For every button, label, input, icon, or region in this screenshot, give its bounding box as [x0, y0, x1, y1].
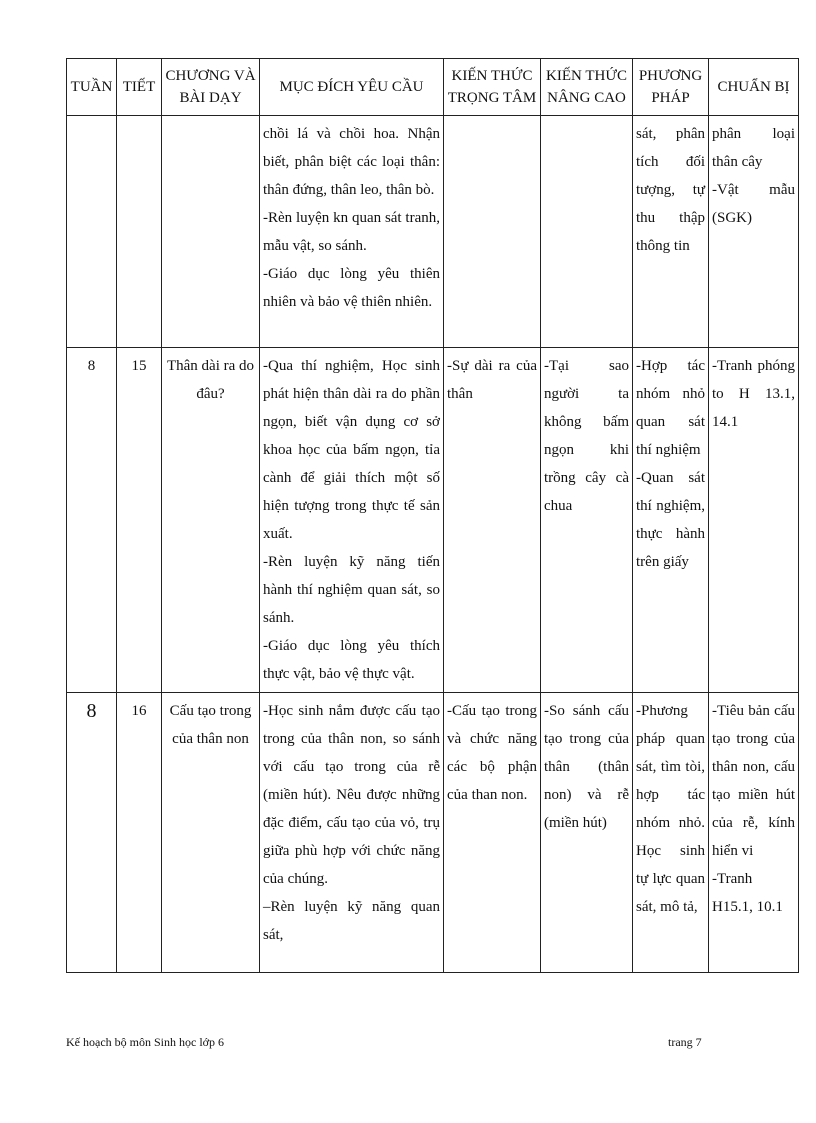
- muc-dich-line: -Giáo dục lòng yêu thích thực vật, bảo vệ thực vật.: [263, 638, 440, 682]
- cell-tiet: 15: [117, 348, 162, 693]
- cell-kien-thuc-trong-tam: [444, 116, 541, 348]
- cell-phuong-phap: sát, phân tích đối tượng, tự thu thập thông tin: [633, 116, 709, 348]
- cell-muc-dich: [260, 116, 444, 348]
- header-tiet: TIẾT: [117, 59, 162, 116]
- header-phuong-phap: PHƯƠNG PHÁP: [633, 59, 709, 116]
- header-kien-thuc-trong-tam: KIẾN THỨC TRỌNG TÂM: [444, 59, 541, 116]
- cell-tiet: 16: [117, 693, 162, 973]
- cell-tuan: 8: [67, 693, 117, 973]
- table-row: [67, 693, 799, 973]
- cell-chuong: Cấu tạo trong của thân non: [162, 693, 260, 973]
- page-number: trang 7: [668, 1035, 702, 1049]
- table-row: [67, 116, 799, 348]
- muc-dich-line: -Qua thí nghiệm, Học sinh phát hiện thân dài ra do phần ngọn, biết vận dụng cơ sở khoa học của bấm ngọn, tỉa cành để giải thích một số hiện tượng trong thực tế sản xuất.: [263, 358, 440, 542]
- header-row: [67, 59, 799, 116]
- chuan-bi-line: -Tranh H15.1, 10.1: [712, 871, 783, 915]
- cell-chuan-bi: [709, 116, 799, 348]
- cell-chuong: [162, 116, 260, 348]
- chuan-bi-line: phân loại thân cây: [712, 126, 795, 170]
- header-chuong: CHƯƠNG VÀ BÀI DẠY: [162, 59, 260, 116]
- cell-phuong-phap: [633, 348, 709, 693]
- chuan-bi-line: -Vật mẫu (SGK): [712, 182, 795, 226]
- cell-tiet: [117, 116, 162, 348]
- cell-chuong: Thân dài ra do đâu?: [162, 348, 260, 693]
- cell-kien-thuc-nang-cao: [541, 116, 633, 348]
- cell-kien-thuc-nang-cao: -Tại sao người ta không bấm ngọn khi trồng cây cà chua: [541, 348, 633, 693]
- muc-dich-line: –Rèn luyện kỹ năng quan sát,: [263, 899, 440, 943]
- muc-dich-line: chồi lá và chồi hoa. Nhận biết, phân biệt các loại thân: thân đứng, thân leo, thân bò.: [263, 126, 440, 198]
- chuan-bi-line: -Tiêu bản cấu tạo trong của thân non, cấu tạo miền hút của rễ, kính hiển vi: [712, 703, 795, 859]
- muc-dich-line: -Học sinh nắm được cấu tạo trong của thân non, so sánh với cấu tạo trong của rễ (miền hút). Nêu được những đặc điểm, cấu tạo của vỏ, trụ giữa phù hợp với chức năng của chúng.: [263, 703, 440, 887]
- header-tuan: TUẦN: [67, 59, 117, 116]
- cell-muc-dich: [260, 348, 444, 693]
- header-kien-thuc-nang-cao: KIẾN THỨC NÂNG CAO: [541, 59, 633, 116]
- cell-phuong-phap: -Phương pháp quan sát, tìm tòi, hợp tác nhóm nhỏ. Học sinh tự lực quan sát, mô tả,: [633, 693, 709, 973]
- cell-kien-thuc-trong-tam: -Cấu tạo trong và chức năng các bộ phận của than non.: [444, 693, 541, 973]
- muc-dich-line: -Rèn luyện kn quan sát tranh, mẫu vật, so sánh.: [263, 210, 440, 254]
- table-row: [67, 348, 799, 693]
- cell-tuan: [67, 116, 117, 348]
- cell-chuan-bi: [709, 693, 799, 973]
- phuong-phap-line: -Hợp tác nhóm nhỏ quan sát thí nghiệm: [636, 358, 705, 458]
- muc-dich-line: -Rèn luyện kỹ năng tiến hành thí nghiệm quan sát, so sánh.: [263, 554, 440, 626]
- cell-tuan: 8: [67, 348, 117, 693]
- chuan-bi-line: -Tranh phóng to H 13.1, 14.1: [712, 358, 795, 430]
- header-chuan-bi: CHUẨN BỊ: [709, 59, 799, 116]
- header-muc-dich: MỤC ĐÍCH YÊU CẦU: [260, 59, 444, 116]
- footer-title: Kế hoạch bộ môn Sinh học lớp 6: [66, 1035, 224, 1049]
- lesson-plan-table: [66, 58, 799, 973]
- phuong-phap-line: -Quan sát thí nghiệm, thực hành trên giấy: [636, 470, 705, 570]
- cell-chuan-bi: [709, 348, 799, 693]
- cell-muc-dich: [260, 693, 444, 973]
- cell-kien-thuc-trong-tam: -Sự dài ra của thân: [444, 348, 541, 693]
- cell-kien-thuc-nang-cao: -So sánh cấu tạo trong của thân (thân non) và rễ (miền hút): [541, 693, 633, 973]
- muc-dich-line: -Giáo dục lòng yêu thiên nhiên và bảo vệ thiên nhiên.: [263, 266, 440, 310]
